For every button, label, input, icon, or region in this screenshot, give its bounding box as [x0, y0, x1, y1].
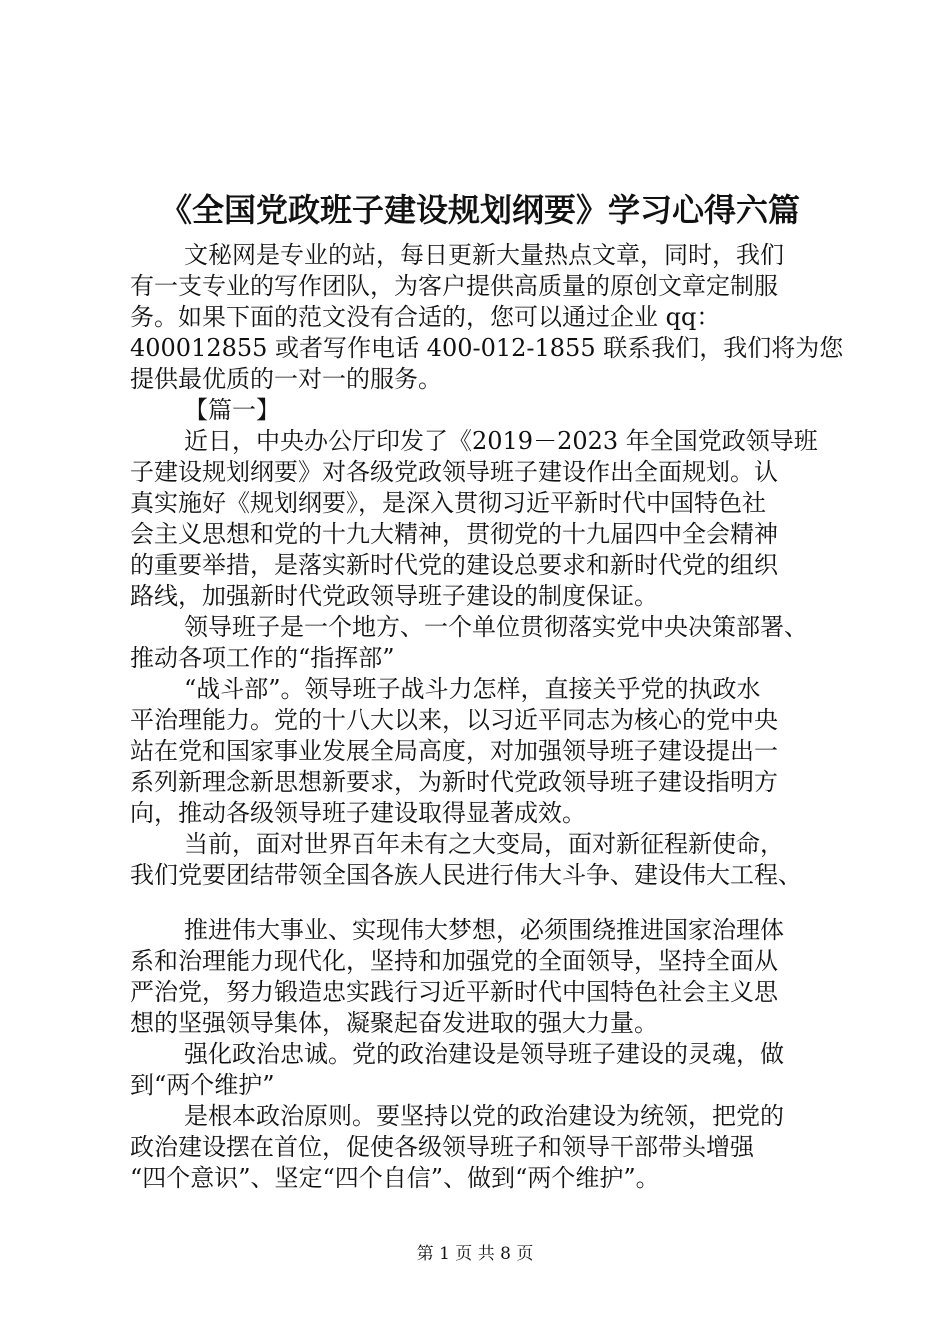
- paragraph-line: 有一支专业的写作团队，为客户提供高质量的原创文章定制服: [130, 272, 778, 300]
- document-title: 《全国党政班子建设规划纲要》学习心得六篇: [159, 191, 800, 229]
- paragraph-gap: [130, 891, 830, 915]
- paragraph-line: 强化政治忠诚。党的政治建设是领导班子建设的灵魂，做: [184, 1040, 784, 1068]
- paragraph-line: 路线，加强新时代党政领导班子建设的制度保证。: [130, 582, 658, 610]
- document-body: [130, 240, 844, 1194]
- paragraph-line: 的重要举措，是落实新时代党的建设总要求和新时代党的组织: [130, 551, 778, 579]
- paragraph-line: 400012855 或者写作电话 400-012-1855 联系我们，我们将为您: [130, 334, 844, 362]
- paragraph-line: 系列新理念新思想新要求，为新时代党政领导班子建设指明方: [130, 768, 778, 796]
- paragraph-line: 真实施好《规划纲要》，是深入贯彻习近平新时代中国特色社: [130, 489, 766, 517]
- paragraph-line: 领导班子是一个地方、一个单位贯彻落实党中央决策部署、: [184, 613, 808, 641]
- paragraph-line: “四个意识”、坚定“四个自信”、做到“两个维护”。: [130, 1164, 660, 1192]
- paragraph-line: 推进伟大事业、实现伟大梦想，必须围绕推进国家治理体: [184, 916, 784, 944]
- page-number-footer: 第 1 页 共 8 页: [416, 1244, 534, 1264]
- paragraph-line: 平治理能力。党的十八大以来，以习近平同志为核心的党中央: [130, 706, 778, 734]
- paragraph-line: “战斗部”。领导班子战斗力怎样，直接关乎党的执政水: [184, 675, 761, 703]
- paragraph-line: 站在党和国家事业发展全局高度，对加强领导班子建设提出一: [130, 737, 778, 765]
- paragraph-line: 向，推动各级领导班子建设取得显著成效。: [130, 799, 586, 827]
- paragraph-line: 我们党要团结带领全国各族人民进行伟大斗争、建设伟大工程、: [130, 861, 802, 889]
- paragraph-line: 到“两个维护”: [130, 1071, 275, 1099]
- paragraph-line: 系和治理能力现代化，坚持和加强党的全面领导，坚持全面从: [130, 947, 778, 975]
- paragraph-line: 会主义思想和党的十九大精神，贯彻党的十九届四中全会精神: [130, 520, 778, 548]
- paragraph-line: 是根本政治原则。要坚持以党的政治建设为统领，把党的: [184, 1102, 784, 1130]
- paragraph-line: 想的坚强领导集体，凝聚起奋发进取的强大力量。: [130, 1009, 658, 1037]
- paragraph-line: 政治建设摆在首位，促使各级领导班子和领导干部带头增强: [130, 1133, 754, 1161]
- paragraph-line: 推动各项工作的“指挥部”: [130, 644, 395, 672]
- paragraph-line: 近日，中央办公厅印发了《2019－2023 年全国党政领导班: [184, 427, 818, 455]
- paragraph-line: 子建设规划纲要》对各级党政领导班子建设作出全面规划。认: [130, 458, 778, 486]
- section-heading: 【篇一】: [184, 396, 280, 424]
- paragraph-line: 当前，面对世界百年未有之大变局，面对新征程新使命，: [184, 830, 784, 858]
- paragraph-line: 提供最优质的一对一的服务。: [130, 365, 442, 393]
- paragraph-line: 文秘网是专业的站，每日更新大量热点文章，同时，我们: [184, 241, 784, 269]
- paragraph-line: 务。如果下面的范文没有合适的，您可以通过企业 qq：: [130, 303, 721, 331]
- paragraph-line: 严治党，努力锻造忠实践行习近平新时代中国特色社会主义思: [130, 978, 778, 1006]
